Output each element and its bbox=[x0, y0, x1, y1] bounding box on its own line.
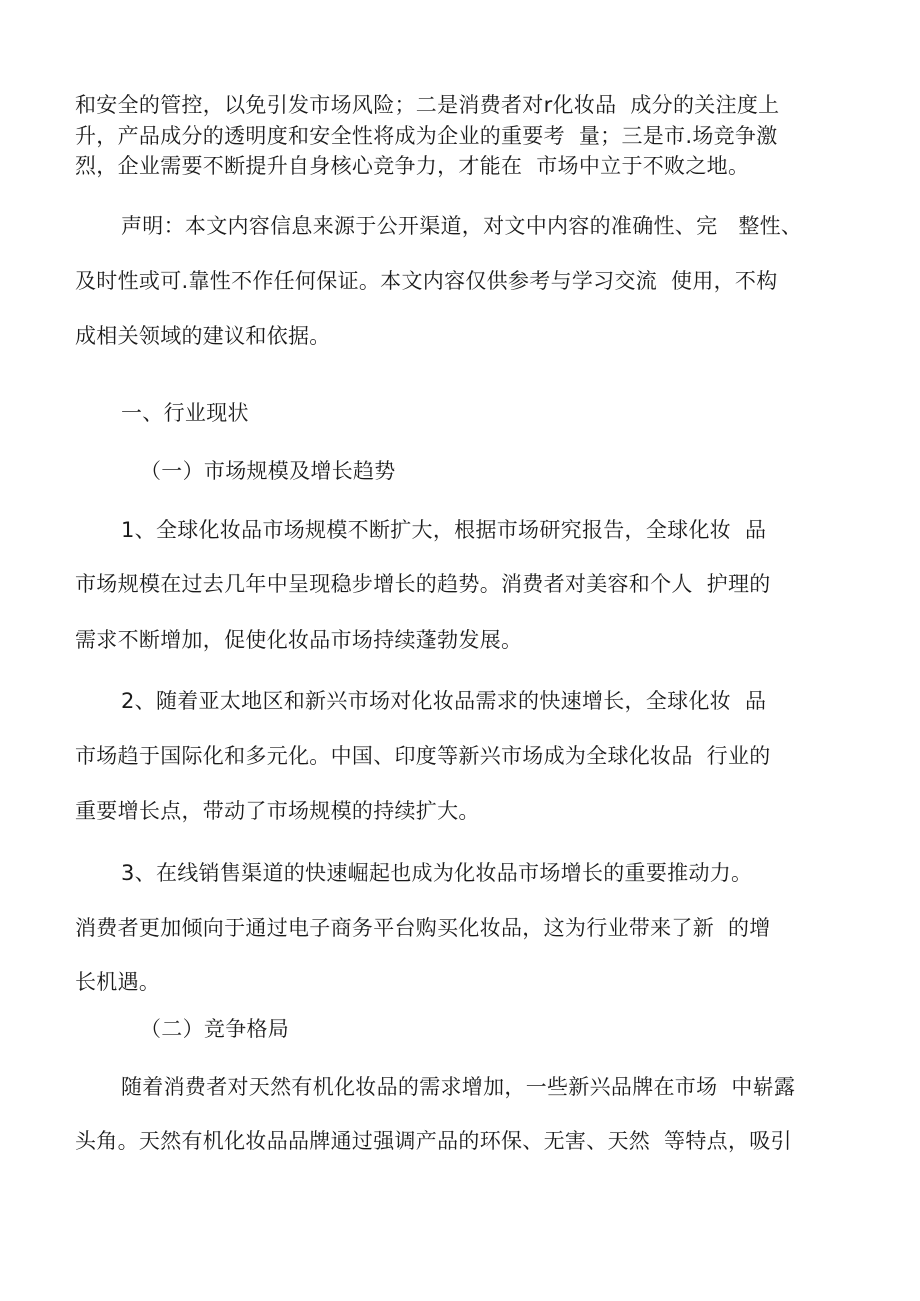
intro-line-3: 烈，企业需要不断提升自身核心竞争力，才能在 市场中立于不败之地。 bbox=[75, 154, 750, 178]
subsection-1-heading: （一）市场规模及增长趋势 bbox=[140, 459, 396, 483]
point-3-line-1: 3、在线销售渠道的快速崛起也成为化妆品市场增长的重要推动力。 bbox=[121, 861, 753, 885]
intro-line-1: 和安全的管控，以免引发市场风险；二是消费者对r化妆品 成分的关注度上 bbox=[75, 93, 780, 117]
competition-line-1: 随着消费者对天然有机化妆品的需求增加，一些新兴品牌在市场 中崭露 bbox=[121, 1075, 796, 1099]
section-1-heading: 一、行业现状 bbox=[121, 401, 249, 425]
point-1-line-3: 需求不断增加，促使化妆品市场持续蓬勃发展。 bbox=[75, 628, 523, 652]
intro-line-2: 升，产品成分的透明度和安全性将成为企业的重要考 量；三是市.场竞争激 bbox=[75, 124, 778, 148]
competition-line-2: 头角。天然有机化妆品品牌通过强调产品的环保、无害、天然 等特点，吸引 bbox=[75, 1129, 792, 1153]
point-2-line-1: 2、随着亚太地区和新兴市场对化妆品需求的快速增长，全球化妆 品 bbox=[121, 689, 767, 713]
point-2-line-2: 市场趋于国际化和多元化。中国、印度等新兴市场成为全球化妆品 行业的 bbox=[75, 744, 771, 768]
point-1-line-1: 1、全球化妆品市场规模不断扩大，根据市场研究报告，全球化妆 品 bbox=[121, 518, 767, 542]
disclaimer-line-1: 声明：本文内容信息来源于公开渠道，对文中内容的准确性、完 整性、 bbox=[121, 214, 803, 238]
point-3-line-2: 消费者更加倾向于通过电子商务平台购买化妆品，这为行业带来了新 的增 bbox=[75, 916, 771, 940]
point-2-line-3: 重要增长点，带动了市场规模的持续扩大。 bbox=[75, 799, 480, 823]
point-1-line-2: 市场规模在过去几年中呈现稳步增长的趋势。消费者对美容和个人 护理的 bbox=[75, 572, 771, 596]
disclaimer-line-3: 成相关领域的建议和依据。 bbox=[75, 324, 331, 348]
disclaimer-line-2: 及时性或可.靠性不作任何保证。本文内容仅供参考与学习交流 使用，不构 bbox=[75, 269, 778, 293]
subsection-2-heading: （二）竞争格局 bbox=[140, 1017, 290, 1041]
point-3-line-3: 长机遇。 bbox=[75, 970, 161, 994]
